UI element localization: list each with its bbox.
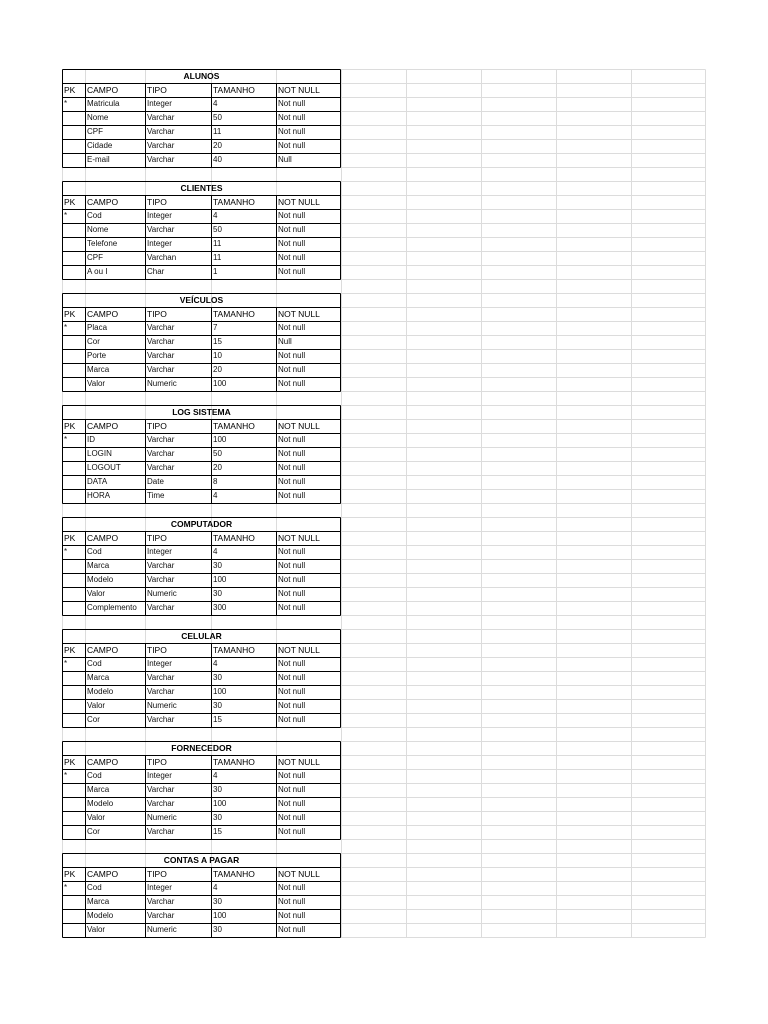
table-row — [62, 97, 341, 111]
spreadsheet-page — [62, 69, 706, 942]
schema-table-log-sistema — [62, 405, 341, 503]
table-cell[interactable] — [62, 587, 85, 601]
table-cell[interactable]: 20 — [213, 365, 222, 374]
table-cell[interactable]: Not null — [278, 225, 306, 234]
table-cell[interactable]: ID — [87, 435, 95, 444]
table-cell[interactable]: Not null — [278, 799, 306, 808]
table-cell[interactable]: Time — [147, 491, 165, 500]
table-cell[interactable] — [62, 699, 85, 713]
table-cell[interactable]: Matricula — [87, 99, 120, 108]
header-cell[interactable]: TAMANHO — [213, 757, 255, 767]
table-cell[interactable]: Cod — [87, 547, 102, 556]
table-cell[interactable]: Valor — [87, 379, 106, 388]
table-cell[interactable]: 30 — [213, 785, 222, 794]
table-cell[interactable]: DATA — [87, 477, 108, 486]
table-cell[interactable] — [62, 825, 85, 839]
header-cell[interactable]: PK — [64, 85, 76, 95]
table-row — [62, 349, 341, 363]
table-cell[interactable]: Not null — [278, 113, 306, 122]
schema-table-contas-a-pagar — [62, 853, 341, 937]
table-row — [62, 895, 341, 909]
table-cell[interactable]: Cor — [87, 337, 100, 346]
table-row — [62, 699, 341, 713]
table-cell[interactable] — [62, 377, 85, 391]
table-cell[interactable]: Not null — [278, 687, 306, 696]
table-header-row — [62, 419, 341, 433]
table-cell[interactable]: Varchar — [147, 911, 175, 920]
table-cell[interactable]: Not null — [278, 239, 306, 248]
header-cell[interactable]: PK — [64, 421, 76, 431]
header-cell[interactable]: TAMANHO — [213, 869, 255, 879]
table-cell[interactable]: 4 — [213, 211, 218, 220]
table-cell[interactable]: Not null — [278, 827, 306, 836]
table-cell[interactable]: 4 — [213, 659, 218, 668]
table-cell[interactable]: Not null — [278, 771, 306, 780]
table-cell[interactable] — [62, 559, 85, 573]
table-row — [62, 265, 341, 279]
table-row — [62, 433, 341, 447]
table-cell[interactable] — [62, 153, 85, 167]
table-row — [62, 363, 341, 377]
table-cell[interactable] — [62, 447, 85, 461]
table-cell[interactable]: Modelo — [87, 911, 114, 920]
header-cell[interactable]: TIPO — [147, 869, 167, 879]
table-cell[interactable] — [62, 671, 85, 685]
table-cell[interactable]: Cor — [87, 827, 100, 836]
table-cell[interactable]: Varchar — [147, 561, 175, 570]
table-cell[interactable]: 100 — [213, 575, 227, 584]
header-cell[interactable]: NOT NULL — [278, 421, 320, 431]
table-cell[interactable]: * — [64, 771, 68, 780]
table-cell[interactable]: 10 — [213, 351, 222, 360]
table-cell[interactable]: Varchar — [147, 141, 175, 150]
table-cell[interactable]: Varchar — [147, 337, 175, 346]
table-cell[interactable]: Varchar — [147, 603, 175, 612]
table-title: CELULAR — [181, 631, 222, 641]
table-cell[interactable]: Varchar — [147, 127, 175, 136]
header-cell[interactable]: PK — [64, 645, 76, 655]
table-cell[interactable]: Not null — [278, 813, 306, 822]
header-cell[interactable]: PK — [64, 757, 76, 767]
table-cell[interactable]: 4 — [213, 491, 218, 500]
table-cell[interactable]: CPF — [87, 127, 103, 136]
header-cell[interactable]: NOT NULL — [278, 85, 320, 95]
table-cell[interactable]: Integer — [147, 239, 172, 248]
table-cell[interactable] — [62, 125, 85, 139]
table-cell[interactable]: 15 — [213, 827, 222, 836]
table-cell[interactable]: Cod — [87, 771, 102, 780]
table-cell[interactable] — [62, 111, 85, 125]
header-cell[interactable]: NOT NULL — [278, 757, 320, 767]
table-cell[interactable] — [62, 685, 85, 699]
table-cell[interactable]: Placa — [87, 323, 108, 332]
table-cell[interactable]: Cidade — [87, 141, 113, 150]
table-cell[interactable] — [62, 265, 85, 279]
table-cell[interactable]: Varchan — [147, 253, 177, 262]
table-cell[interactable] — [62, 923, 85, 937]
header-cell[interactable]: CAMPO — [87, 645, 119, 655]
table-cell[interactable]: 15 — [213, 715, 222, 724]
table-cell[interactable]: Not null — [278, 323, 306, 332]
header-cell[interactable]: NOT NULL — [278, 309, 320, 319]
table-row — [62, 237, 341, 251]
table-cell[interactable]: Date — [147, 477, 164, 486]
schema-table-celular — [62, 629, 341, 727]
table-row — [62, 545, 341, 559]
table-header-row — [62, 195, 341, 209]
table-cell[interactable]: Modelo — [87, 799, 114, 808]
table-cell[interactable]: Valor — [87, 589, 106, 598]
table-row — [62, 475, 341, 489]
table-cell[interactable]: 11 — [213, 127, 222, 136]
table-row — [62, 909, 341, 923]
table-cell[interactable]: Cod — [87, 659, 102, 668]
table-cell[interactable]: 300 — [213, 603, 227, 612]
table-cell[interactable]: Marca — [87, 561, 110, 570]
table-cell[interactable]: Varchar — [147, 435, 175, 444]
table-cell[interactable]: Integer — [147, 883, 172, 892]
table-cell[interactable] — [62, 335, 85, 349]
table-title: COMPUTADOR — [170, 519, 233, 529]
table-cell[interactable]: Not null — [278, 883, 306, 892]
table-header-row — [62, 531, 341, 545]
table-cell[interactable]: CPF — [87, 253, 103, 262]
header-cell[interactable]: TAMANHO — [213, 309, 255, 319]
table-row — [62, 587, 341, 601]
table-cell[interactable]: * — [64, 883, 68, 892]
header-cell[interactable]: TIPO — [147, 197, 167, 207]
header-cell[interactable]: CAMPO — [87, 85, 119, 95]
header-cell[interactable]: TAMANHO — [213, 197, 255, 207]
header-cell[interactable]: TAMANHO — [213, 421, 255, 431]
header-cell[interactable]: NOT NULL — [278, 645, 320, 655]
header-cell[interactable]: PK — [64, 197, 76, 207]
table-cell[interactable]: Numeric — [147, 813, 177, 822]
table-cell[interactable]: * — [64, 211, 68, 220]
table-cell[interactable]: 11 — [213, 253, 222, 262]
table-cell[interactable]: Varchar — [147, 673, 175, 682]
table-cell[interactable]: Null — [278, 337, 292, 346]
table-cell[interactable]: Modelo — [87, 687, 114, 696]
table-row — [62, 335, 341, 349]
table-cell[interactable] — [62, 909, 85, 923]
table-cell[interactable]: Not null — [278, 491, 306, 500]
table-cell[interactable]: Not null — [278, 365, 306, 374]
table-cell[interactable]: Not null — [278, 785, 306, 794]
header-cell[interactable]: TIPO — [147, 645, 167, 655]
table-cell[interactable]: Not null — [278, 561, 306, 570]
table-row — [62, 447, 341, 461]
header-cell[interactable]: TAMANHO — [213, 645, 255, 655]
table-cell[interactable]: Telefone — [87, 239, 118, 248]
table-cell[interactable]: 30 — [213, 897, 222, 906]
table-cell[interactable]: 7 — [213, 323, 218, 332]
table-cell[interactable]: Varchar — [147, 365, 175, 374]
table-cell[interactable]: Varchar — [147, 155, 175, 164]
table-title: VEÍCULOS — [179, 295, 224, 305]
table-title: CLIENTES — [180, 183, 223, 193]
table-cell[interactable]: Integer — [147, 771, 172, 780]
schema-table-clientes — [62, 181, 341, 279]
table-cell[interactable]: Valor — [87, 925, 106, 934]
table-cell[interactable]: 50 — [213, 225, 222, 234]
table-cell[interactable]: Char — [147, 267, 165, 276]
table-cell[interactable]: 1 — [213, 267, 218, 276]
header-cell[interactable]: TIPO — [147, 309, 167, 319]
table-cell[interactable]: 100 — [213, 911, 227, 920]
table-cell[interactable] — [62, 139, 85, 153]
table-cell[interactable]: HORA — [87, 491, 111, 500]
header-cell[interactable]: TAMANHO — [213, 85, 255, 95]
table-row — [62, 769, 341, 783]
table-cell[interactable]: 20 — [213, 463, 222, 472]
table-row — [62, 461, 341, 475]
table-cell[interactable]: Not null — [278, 127, 306, 136]
table-row — [62, 489, 341, 503]
table-cell[interactable] — [62, 797, 85, 811]
table-cell[interactable]: 40 — [213, 155, 222, 164]
table-cell[interactable]: Numeric — [147, 701, 177, 710]
table-cell[interactable]: Not null — [278, 575, 306, 584]
table-cell[interactable] — [62, 363, 85, 377]
table-cell[interactable]: Not null — [278, 659, 306, 668]
table-cell[interactable]: Cod — [87, 211, 102, 220]
table-cell[interactable]: Marca — [87, 365, 110, 374]
table-row — [62, 783, 341, 797]
header-cell[interactable]: CAMPO — [87, 421, 119, 431]
table-cell[interactable]: A ou I — [87, 267, 108, 276]
table-row — [62, 321, 341, 335]
table-cell[interactable]: Null — [278, 155, 292, 164]
table-cell[interactable]: Not null — [278, 379, 306, 388]
table-cell[interactable]: 50 — [213, 449, 222, 458]
table-cell[interactable]: Numeric — [147, 379, 177, 388]
table-cell[interactable] — [62, 237, 85, 251]
table-cell[interactable]: 100 — [213, 435, 227, 444]
table-cell[interactable]: Varchar — [147, 785, 175, 794]
header-cell[interactable]: NOT NULL — [278, 533, 320, 543]
table-cell[interactable] — [62, 461, 85, 475]
table-cell[interactable] — [62, 811, 85, 825]
table-row — [62, 559, 341, 573]
table-cell[interactable]: Nome — [87, 113, 109, 122]
table-title: CONTAS A PAGAR — [163, 855, 240, 865]
table-title: LOG SISTEMA — [172, 407, 231, 417]
table-row — [62, 811, 341, 825]
header-cell[interactable]: CAMPO — [87, 869, 119, 879]
table-cell[interactable]: Not null — [278, 603, 306, 612]
table-header-row — [62, 643, 341, 657]
table-cell[interactable] — [62, 601, 85, 615]
table-cell[interactable]: Integer — [147, 211, 172, 220]
table-cell[interactable]: 4 — [213, 883, 218, 892]
header-cell[interactable]: CAMPO — [87, 197, 119, 207]
header-cell[interactable]: NOT NULL — [278, 197, 320, 207]
table-cell[interactable]: Varchar — [147, 225, 175, 234]
table-cell[interactable]: Varchar — [147, 323, 175, 332]
table-cell[interactable]: Marca — [87, 897, 110, 906]
table-cell[interactable]: Valor — [87, 813, 106, 822]
header-cell[interactable]: PK — [64, 309, 76, 319]
header-cell[interactable]: NOT NULL — [278, 869, 320, 879]
table-cell[interactable]: Not null — [278, 673, 306, 682]
table-cell[interactable]: Numeric — [147, 589, 177, 598]
table-row — [62, 377, 341, 391]
table-cell[interactable]: Not null — [278, 141, 306, 150]
table-cell[interactable]: Marca — [87, 673, 110, 682]
table-row — [62, 825, 341, 839]
table-cell[interactable]: * — [64, 323, 68, 332]
table-cell[interactable]: 30 — [213, 701, 222, 710]
table-cell[interactable]: 30 — [213, 589, 222, 598]
table-cell[interactable]: LOGOUT — [87, 463, 121, 472]
table-row — [62, 209, 341, 223]
table-cell[interactable]: Modelo — [87, 575, 114, 584]
table-cell[interactable]: Porte — [87, 351, 107, 360]
table-cell[interactable]: Varchar — [147, 799, 175, 808]
table-cell[interactable]: 30 — [213, 561, 222, 570]
table-cell[interactable]: * — [64, 99, 68, 108]
header-cell[interactable]: TIPO — [147, 757, 167, 767]
table-cell[interactable]: Cod — [87, 883, 102, 892]
schema-table-fornecedor — [62, 741, 341, 839]
table-row — [62, 111, 341, 125]
table-cell[interactable]: 100 — [213, 379, 227, 388]
table-cell[interactable]: Not null — [278, 449, 306, 458]
table-cell[interactable]: 100 — [213, 799, 227, 808]
table-row — [62, 713, 341, 727]
table-cell[interactable]: 4 — [213, 771, 218, 780]
table-cell[interactable] — [62, 251, 85, 265]
table-cell[interactable] — [62, 223, 85, 237]
table-row — [62, 223, 341, 237]
table-row — [62, 657, 341, 671]
table-cell[interactable]: * — [64, 435, 68, 444]
table-cell[interactable]: Not null — [278, 211, 306, 220]
table-cell[interactable] — [62, 713, 85, 727]
schema-table-computador — [62, 517, 341, 615]
header-cell[interactable]: CAMPO — [87, 533, 119, 543]
table-cell[interactable]: Not null — [278, 547, 306, 556]
table-cell[interactable]: Numeric — [147, 925, 177, 934]
table-cell[interactable]: Varchar — [147, 351, 175, 360]
table-row — [62, 139, 341, 153]
table-header-row — [62, 867, 341, 881]
table-cell[interactable]: Not null — [278, 477, 306, 486]
schema-table-alunos — [62, 69, 341, 167]
table-cell[interactable]: Not null — [278, 351, 306, 360]
table-header-row — [62, 83, 341, 97]
table-cell[interactable]: Valor — [87, 701, 106, 710]
table-row — [62, 573, 341, 587]
table-cell[interactable] — [62, 349, 85, 363]
table-cell[interactable]: Integer — [147, 99, 172, 108]
table-cell[interactable] — [62, 475, 85, 489]
table-cell[interactable]: Varchar — [147, 687, 175, 696]
table-cell[interactable]: Complemento — [87, 603, 137, 612]
table-title: ALUNOS — [183, 71, 220, 81]
table-cell[interactable] — [62, 783, 85, 797]
table-cell[interactable]: 30 — [213, 813, 222, 822]
table-cell[interactable]: 30 — [213, 925, 222, 934]
table-cell[interactable]: 100 — [213, 687, 227, 696]
table-cell[interactable]: LOGIN — [87, 449, 112, 458]
table-row — [62, 601, 341, 615]
header-cell[interactable]: PK — [64, 533, 76, 543]
table-cell[interactable]: Nome — [87, 225, 109, 234]
table-cell[interactable]: * — [64, 659, 68, 668]
table-cell[interactable]: 11 — [213, 239, 222, 248]
table-cell[interactable]: Marca — [87, 785, 110, 794]
header-cell[interactable]: TIPO — [147, 421, 167, 431]
header-cell[interactable]: CAMPO — [87, 309, 119, 319]
table-cell[interactable]: 50 — [213, 113, 222, 122]
table-cell[interactable]: Cor — [87, 715, 100, 724]
table-cell[interactable]: 20 — [213, 141, 222, 150]
table-cell[interactable]: Not null — [278, 911, 306, 920]
table-cell[interactable]: Not null — [278, 99, 306, 108]
header-cell[interactable]: PK — [64, 869, 76, 879]
table-cell[interactable]: 8 — [213, 477, 218, 486]
table-cell[interactable]: Varchar — [147, 827, 175, 836]
table-title: FORNECEDOR — [171, 743, 232, 753]
table-cell[interactable]: Not null — [278, 701, 306, 710]
header-cell[interactable]: TIPO — [147, 533, 167, 543]
table-row — [62, 671, 341, 685]
table-cell[interactable]: Varchar — [147, 449, 175, 458]
table-cell[interactable]: Varchar — [147, 463, 175, 472]
table-row — [62, 923, 341, 937]
table-cell[interactable]: 30 — [213, 673, 222, 682]
table-cell[interactable]: Varchar — [147, 715, 175, 724]
table-row — [62, 797, 341, 811]
table-cell[interactable]: Integer — [147, 659, 172, 668]
table-row — [62, 685, 341, 699]
table-cell[interactable]: Not null — [278, 463, 306, 472]
table-cell[interactable]: 4 — [213, 99, 218, 108]
table-cell[interactable]: Varchar — [147, 113, 175, 122]
schema-table-ve-culos — [62, 293, 341, 391]
table-cell[interactable]: E-mail — [87, 155, 110, 164]
header-cell[interactable]: TAMANHO — [213, 533, 255, 543]
table-cell[interactable]: Not null — [278, 435, 306, 444]
table-row — [62, 125, 341, 139]
table-cell[interactable]: 4 — [213, 547, 218, 556]
table-cell[interactable]: Not null — [278, 897, 306, 906]
table-cell[interactable]: * — [64, 547, 68, 556]
table-cell[interactable] — [62, 489, 85, 503]
table-row — [62, 153, 341, 167]
table-cell[interactable]: Not null — [278, 253, 306, 262]
header-cell[interactable]: TIPO — [147, 85, 167, 95]
table-cell[interactable]: Integer — [147, 547, 172, 556]
table-cell[interactable]: Varchar — [147, 897, 175, 906]
table-row — [62, 251, 341, 265]
table-cell[interactable]: Not null — [278, 715, 306, 724]
header-cell[interactable]: CAMPO — [87, 757, 119, 767]
table-cell[interactable]: Not null — [278, 267, 306, 276]
table-cell[interactable]: 15 — [213, 337, 222, 346]
table-cell[interactable]: Varchar — [147, 575, 175, 584]
table-cell[interactable]: Not null — [278, 925, 306, 934]
table-row — [62, 881, 341, 895]
table-cell[interactable]: Not null — [278, 589, 306, 598]
table-header-row — [62, 755, 341, 769]
table-cell[interactable] — [62, 895, 85, 909]
table-cell[interactable] — [62, 573, 85, 587]
table-header-row — [62, 307, 341, 321]
